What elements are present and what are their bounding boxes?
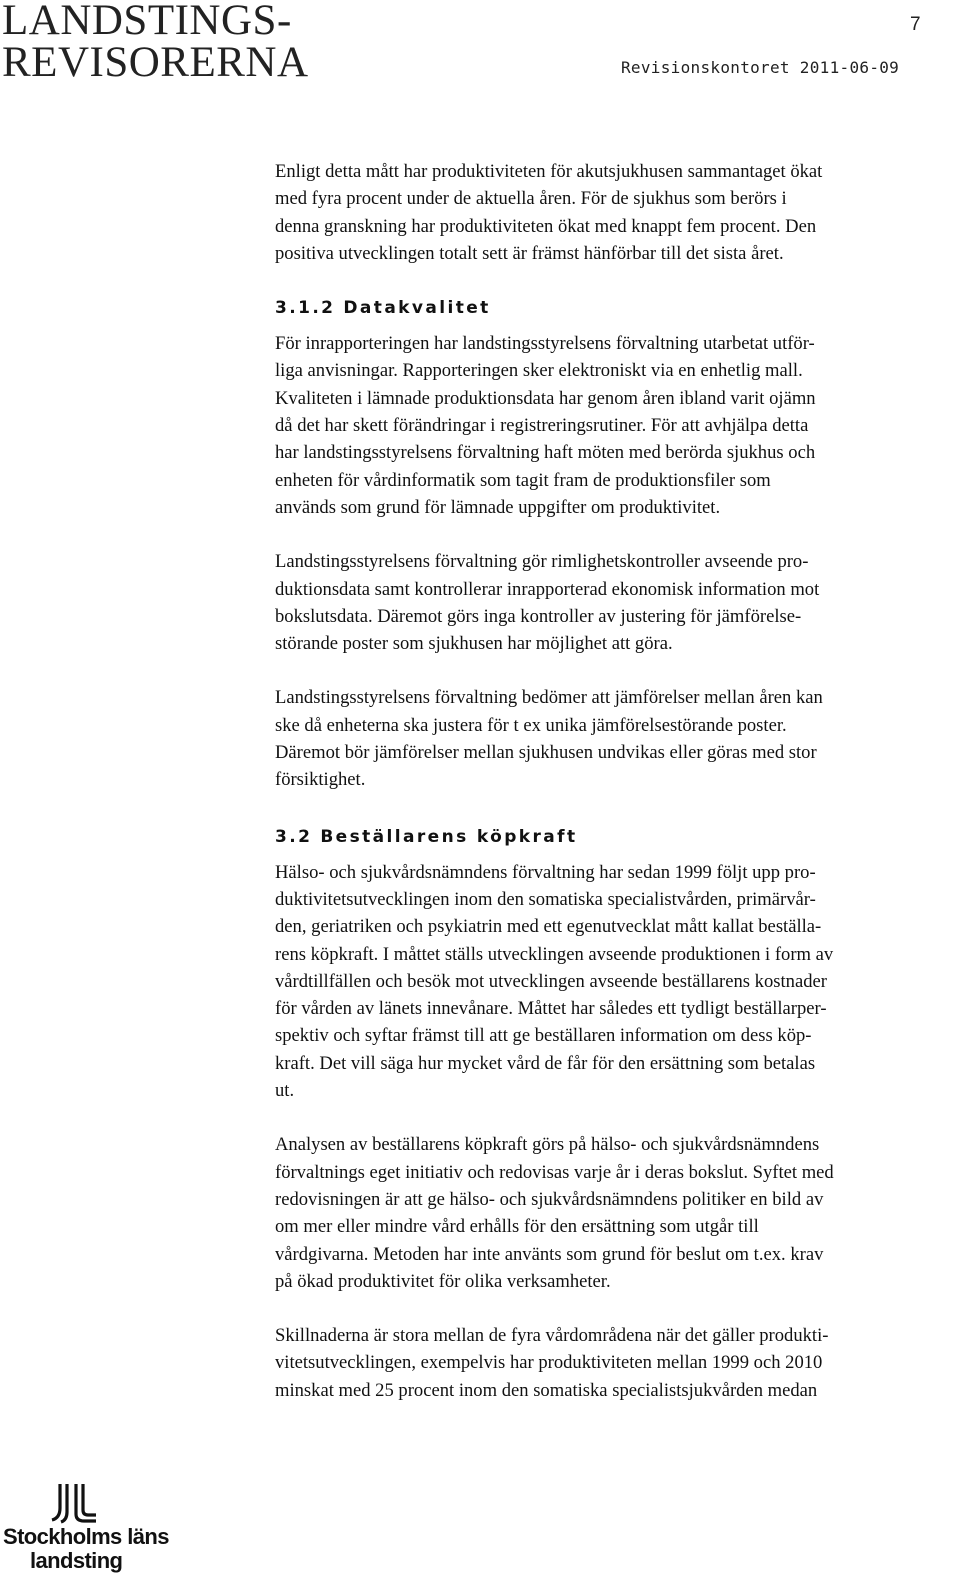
text-line: försiktighet.: [275, 769, 366, 791]
section-title: Beställarens köpkraft: [320, 826, 578, 847]
text-line: ske då enheterna ska justera för t ex unika jämförelsestörande poster.: [275, 714, 787, 736]
text-line: denna granskning har produktiviteten ökat med knappt fem procent. Den: [275, 215, 817, 237]
text-line: vårdgivarna. Metoden har inte använts som grund för beslut om t.ex. krav: [275, 1243, 824, 1265]
text-line: För inrapporteringen har landstingsstyrelsens förvaltning utarbetat utför-: [275, 333, 815, 355]
text-line: positiva utvecklingen totalt sett är främst hänförbar till det sista året.: [275, 242, 784, 264]
text-line: rens köpkraft. I måttet ställs utvecklingen avseende produktionen i form av: [275, 943, 834, 965]
paragraph-6: [275, 1131, 940, 1295]
paragraph-5: [275, 859, 940, 1105]
text-line: används som grund för lämnade uppgifter om produktivitet.: [275, 496, 721, 518]
document-body: [275, 158, 940, 1431]
page-number: 7: [910, 14, 921, 35]
text-line: kraft. Det vill säga hur mycket vård de får för den ersättning som betalas: [275, 1052, 816, 1074]
text-line: enheten för vårdinformatik som tagit fram de produktionsfiler som: [275, 469, 771, 491]
paragraph-7: [275, 1322, 940, 1404]
stockholms-lans-landsting-mark-icon: [50, 1482, 98, 1524]
text-line: bokslutsdata. Däremot görs inga kontroller av justering för jämförelse-: [275, 605, 802, 627]
text-line: på ökad produktivitet för olika verksamheter.: [275, 1270, 611, 1292]
text-line: Analysen av beställarens köpkraft görs på hälso- och sjukvårdsnämndens: [275, 1134, 820, 1156]
text-line: om mer eller mindre vård erhålls för den ersättning som utgår till: [275, 1216, 759, 1238]
text-line: Enligt detta mått har produktiviteten för akutsjukhusen sammantaget ökat: [275, 161, 823, 182]
text-line: minskat med 25 procent inom den somatiska specialistsjukvården medan: [275, 1379, 818, 1401]
logo-text-line1: Stockholms läns: [3, 1524, 169, 1549]
org-title-line2: REVISORERNA: [2, 39, 309, 86]
paragraph-2: [275, 330, 940, 521]
text-line: liga anvisningar. Rapporteringen sker elektroniskt via en enhetlig mall.: [275, 360, 803, 382]
logo-text-line2: landsting: [30, 1548, 123, 1573]
text-line: Landstingsstyrelsens förvaltning gör rimlighetskontroller avseende pro-: [275, 551, 809, 573]
section-title: Datakvalitet: [343, 298, 491, 319]
text-line: vårdtillfällen och besök mot utvecklingen avseende beställarens kostnader: [275, 970, 827, 992]
text-line: ut.: [275, 1080, 295, 1102]
text-line: för vården av länets innevånare. Måttet har således ett tydligt beställarper-: [275, 998, 827, 1020]
text-line: duktionsdata samt kontrollerar inrapporterad ekonomisk information mot: [275, 578, 820, 600]
paragraph-4: [275, 684, 940, 793]
section-number: 3.1.2: [275, 298, 336, 319]
text-line: störande poster som sjukhusen har möjlighet att göra.: [275, 633, 673, 655]
text-line: vitetsutvecklingen, exempelvis har produktiviteten mellan 1999 och 2010: [275, 1352, 823, 1374]
paragraph-3: [275, 548, 940, 657]
section-number: 3.2: [275, 826, 313, 847]
org-title: [2, 0, 309, 84]
text-line: Landstingsstyrelsens förvaltning bedömer att jämförelser mellan åren kan: [275, 687, 823, 709]
text-line: Skillnaderna är stora mellan de fyra vårdområdena när det gäller produkti-: [275, 1325, 829, 1347]
text-line: redovisningen är att ge hälso- och sjukvårdsnämndens politiker en bild av: [275, 1188, 824, 1210]
text-line: duktivitetsutvecklingen inom den somatiska specialistvården, primärvår-: [275, 888, 816, 910]
text-line: Hälso- och sjukvårdsnämndens förvaltning har sedan 1999 följt upp pro-: [275, 861, 816, 883]
text-line: spektiv och syftar främst till att ge beställaren information om dess köp-: [275, 1025, 812, 1047]
paragraph-1: [275, 158, 940, 267]
section-heading-bestallarens-kopkraft: [275, 823, 940, 851]
section-heading-datakvalitet: [275, 294, 940, 322]
text-line: Kvaliteten i lämnade produktionsdata har genom åren ibland varit ojämn: [275, 387, 816, 409]
text-line: då det har skett förändringar i registreringsrutiner. För att avhjälpa detta: [275, 415, 809, 437]
text-line: har landstingsstyrelsens förvaltning haft möten med berörda sjukhus och: [275, 442, 816, 464]
text-line: förvaltnings eget initiativ och redovisas varje år i deras bokslut. Syftet med: [275, 1161, 834, 1183]
footer-logo: [0, 1482, 169, 1594]
header-meta: Revisionskontoret 2011-06-09: [621, 58, 900, 77]
org-title-line1: LANDSTINGS-: [2, 0, 292, 44]
text-line: med fyra procent under de aktuella åren. För de sjukhus som berörs i: [275, 188, 787, 210]
text-line: Däremot bör jämförelser mellan sjukhusen undvikas eller göras med stor: [275, 742, 817, 764]
text-line: den, geriatriken och psykiatrin med ett egenutvecklat mått kallat beställa-: [275, 916, 822, 938]
